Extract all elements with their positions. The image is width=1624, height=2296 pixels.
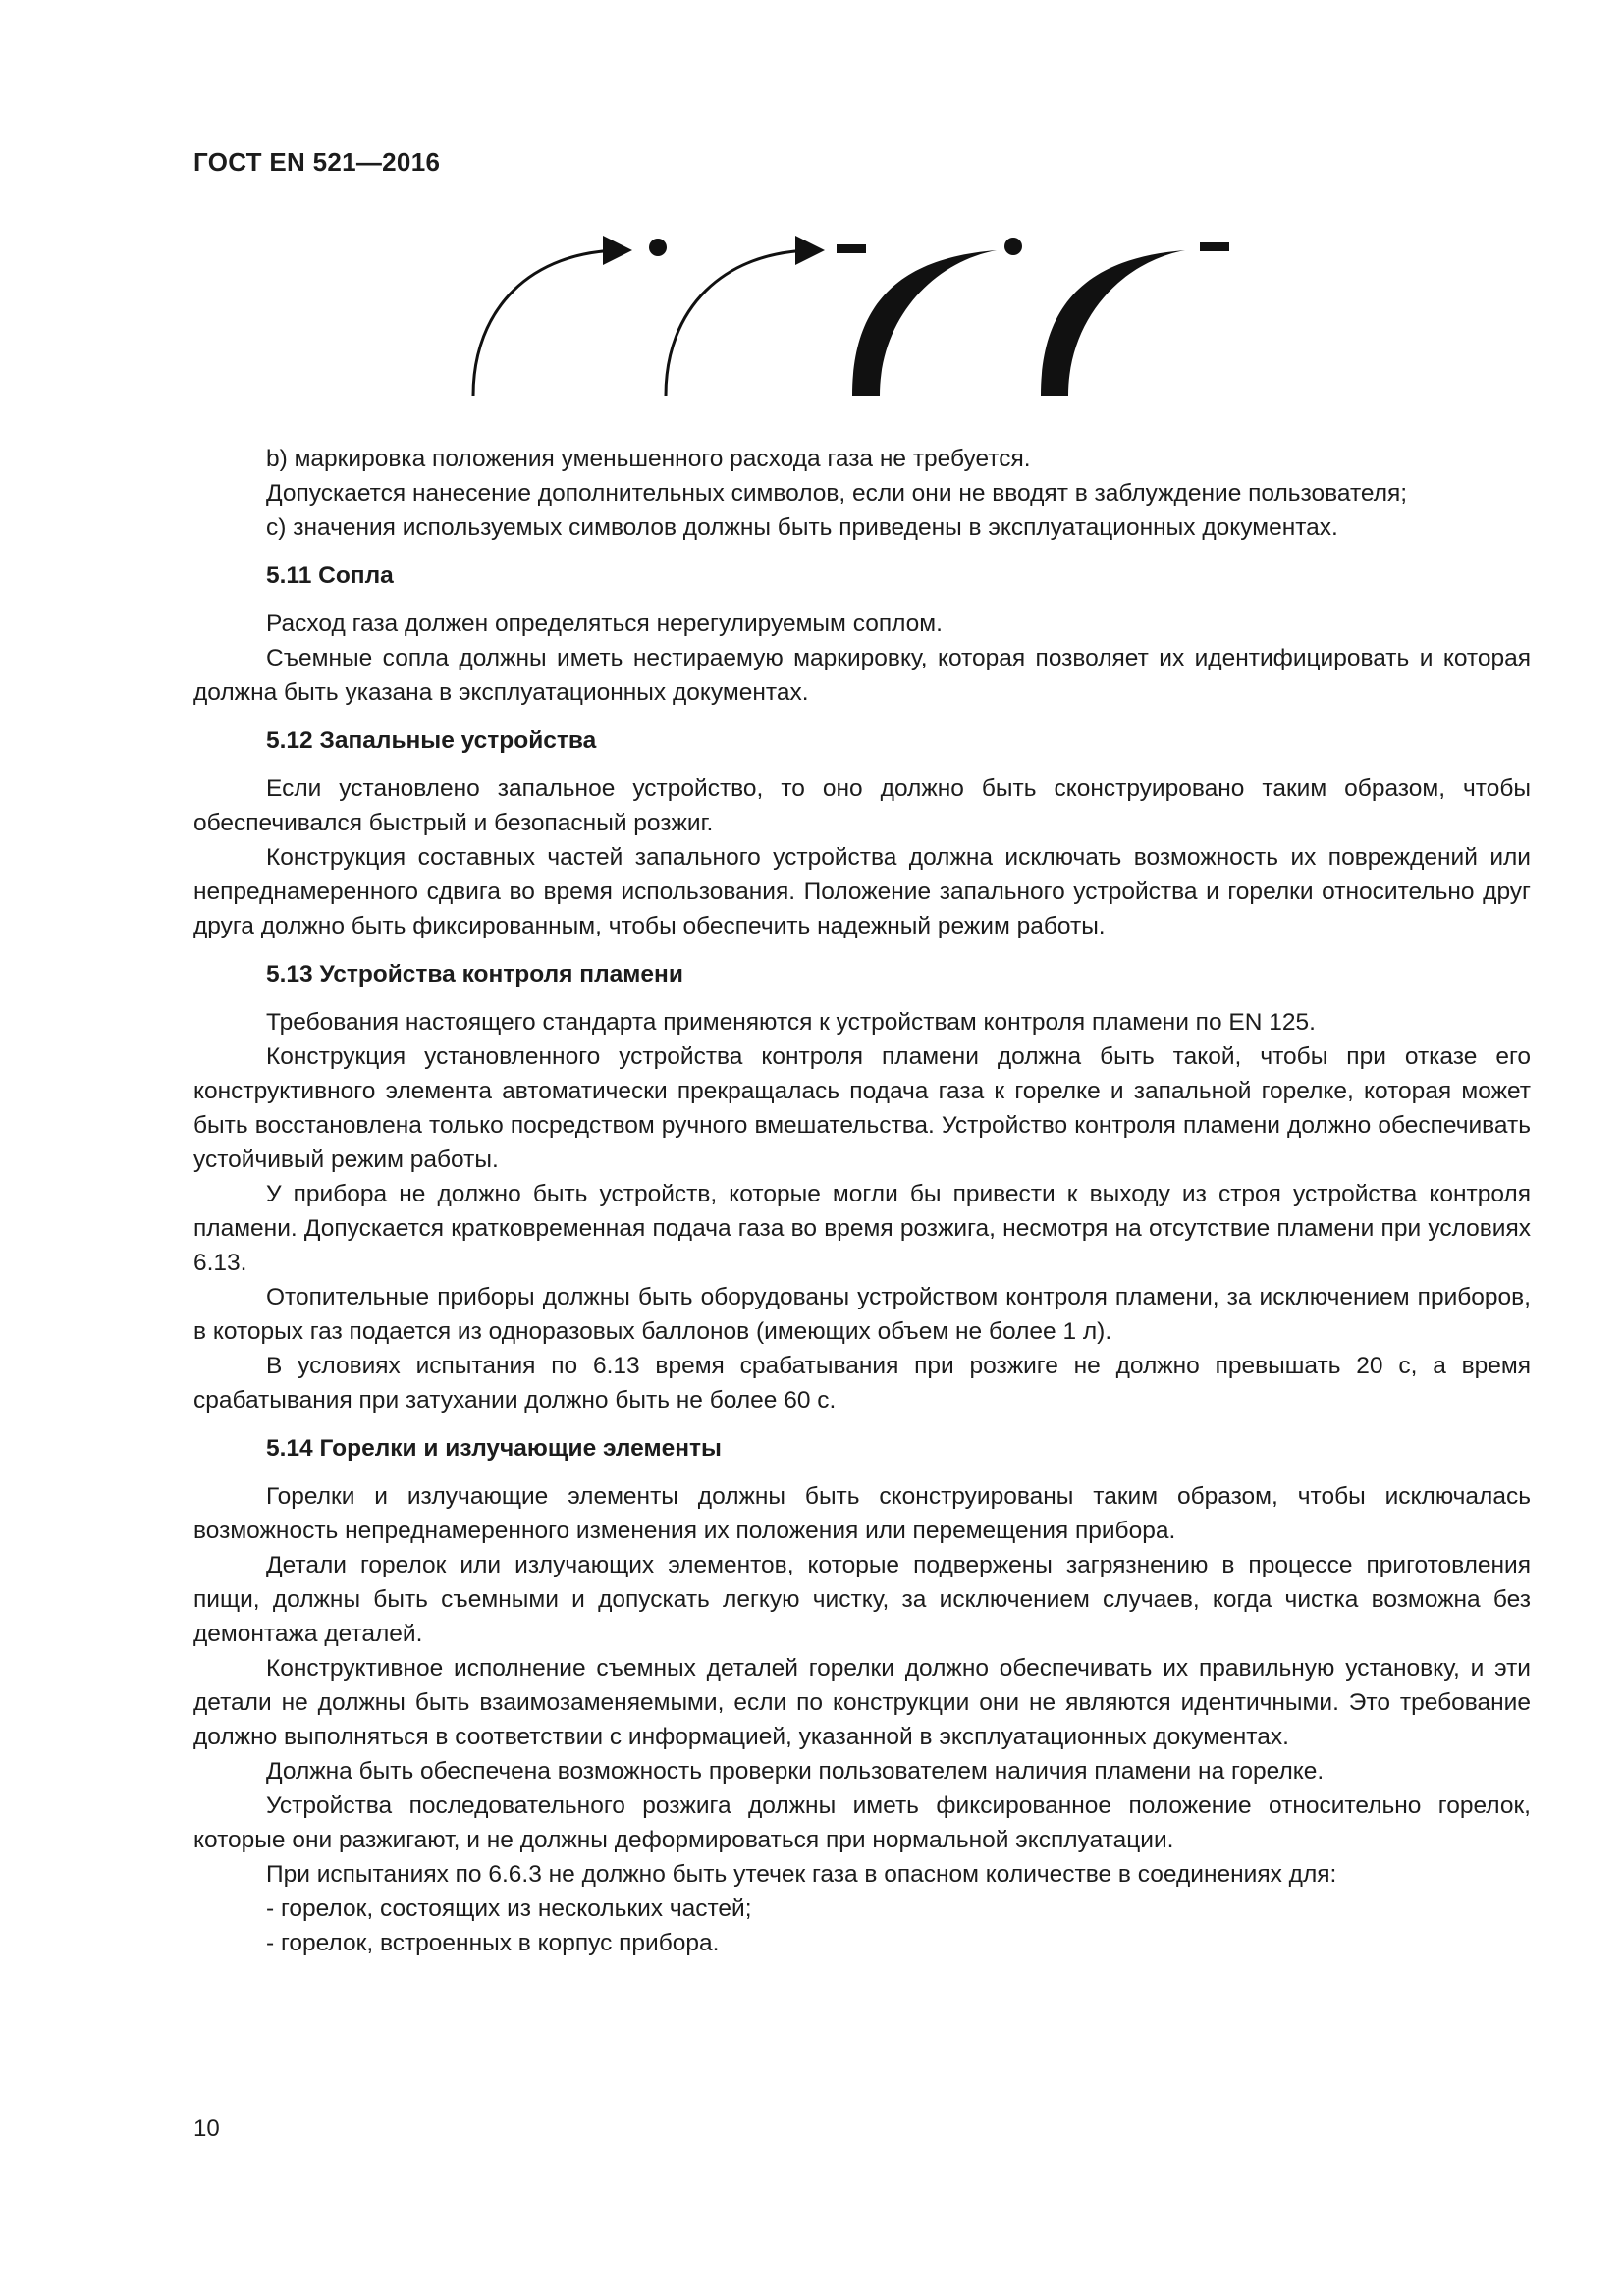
flame-dash-symbol [1041,242,1229,396]
paragraph: Должна быть обеспечена возможность проверки пользователем наличия пламени на горелке. [266,1758,1325,1785]
paragraph: c) значения используемых символов должны быть приведены в эксплуатационных документах. [266,514,1338,541]
paragraph: Устройства последовательного розжига должны иметь фиксированное положение относительно горелок, которые они разжигают, и не должны деформироваться при нормальной эксплуатации. [193,1792,1531,1853]
paragraph: b) маркировка положения уменьшенного расхода газа не требуется. [266,446,1031,472]
paragraph: При испытаниях по 6.6.3 не должно быть утечек газа в опасном количестве в соединениях для: [266,1861,1337,1888]
flow-position-symbols [452,221,1267,407]
page-number: 10 [193,2115,220,2142]
paragraph: Детали горелок или излучающих элементов, которые подвержены загрязнению в процессе приготовления пищи, должны быть съемными и допускать легкую чистку, за исключением случаев, когда чистка возможна без демонтажа деталей. [193,1552,1531,1647]
paragraph: Конструктивное исполнение съемных деталей горелки должно обеспечивать их правильную установку, и эти детали не должны быть взаимозаменяемыми, если по конструкции они не являются идентичными. Это требование должно выполняться в соответствии с информацией, указанной в эксплуатационных документах. [193,1655,1531,1750]
section-heading-5-14: 5.14 Горелки и излучающие элементы [266,1435,722,1462]
paragraph: Горелки и излучающие элементы должны быть сконструированы таким образом, чтобы исключалась возможность непреднамеренного изменения их положения или перемещения прибора. [193,1483,1531,1544]
flame-dot-symbol [852,238,1022,396]
paragraph: В условиях испытания по 6.13 время срабатывания при розжиге не должно превышать 20 с, а время срабатывания при затухании должно быть не более 60 с. [193,1353,1531,1414]
paragraph: Конструкция установленного устройства контроля пламени должна быть такой, чтобы при отказе его конструктивного элемента автоматически прекращалась подача газа к горелке и запальной горелке, которая может быть восстановлена только посредством ручного вмешательства. Устройство контроля пламени должно обеспечивать устойчивый режим работы. [193,1043,1531,1173]
section-heading-5-12: 5.12 Запальные устройства [266,727,597,754]
section-heading-5-13: 5.13 Устройства контроля пламени [266,961,683,988]
paragraph: Допускается нанесение дополнительных символов, если они не вводят в заблуждение пользователя; [266,480,1408,507]
document-body [193,442,1531,1960]
paragraph: Требования настоящего стандарта применяются к устройствам контроля пламени по EN 125. [266,1009,1316,1036]
arrow-dash-symbol [666,244,866,396]
list-item: - горелок, встроенных в корпус прибора. [266,1930,720,1956]
paragraph: Съемные сопла должны иметь нестираемую маркировку, которая позволяет их идентифицировать и которая должна быть указана в эксплуатационных документах. [193,645,1531,706]
paragraph: Конструкция составных частей запального устройства должна исключать возможность их повреждений или непреднамеренного сдвига во время использования. Положение запального устройства и горелки относительно друг друга должно быть фиксированным, чтобы обеспечить надежный режим работы. [193,844,1531,939]
document-code: ГОСТ EN 521—2016 [193,147,441,177]
paragraph: Отопительные приборы должны быть оборудованы устройством контроля пламени, за исключением приборов, в которых газ подается из одноразовых баллонов (имеющих объем не более 1 л). [193,1284,1531,1345]
arrow-dot-symbol [473,239,667,396]
list-item: - горелок, состоящих из нескольких частей; [266,1896,752,1922]
section-heading-5-11: 5.11 Сопла [266,562,394,589]
paragraph: Расход газа должен определяться нерегулируемым соплом. [266,611,943,637]
paragraph: Если установлено запальное устройство, то оно должно быть сконструировано таким образом, чтобы обеспечивался быстрый и безопасный розжиг. [193,775,1531,836]
paragraph: У прибора не должно быть устройств, которые могли бы привести к выходу из строя устройства контроля пламени. Допускается кратковременная подача газа во время розжига, несмотря на отсутствие пламени при условиях 6.13. [193,1181,1531,1276]
